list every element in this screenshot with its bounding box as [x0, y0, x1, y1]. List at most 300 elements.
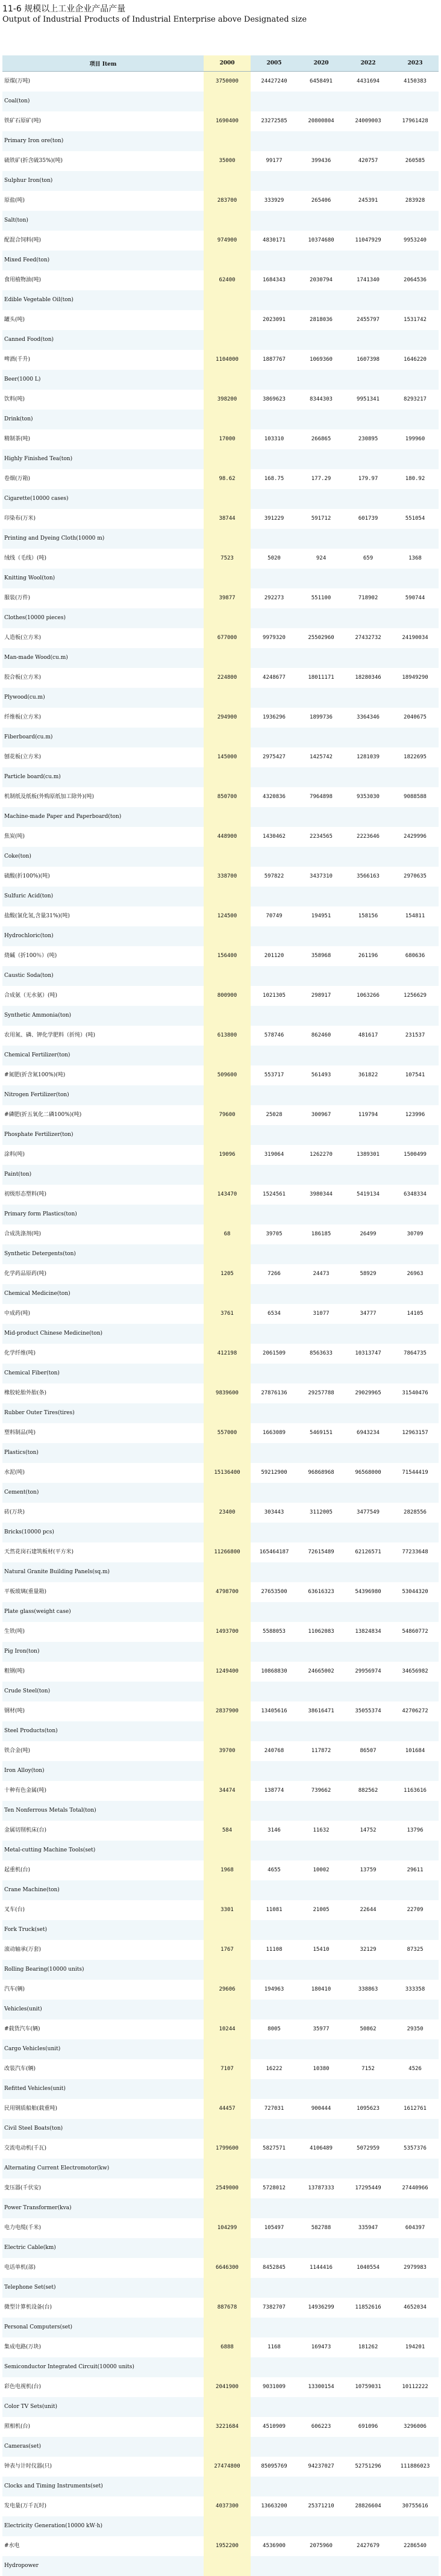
empty-cell: [204, 449, 251, 469]
item-name-en: Particle board(cu.m): [4, 773, 61, 780]
table-row-en: [2, 290, 439, 310]
cell-value: 10313747: [355, 1350, 381, 1356]
empty-cell: [392, 2159, 439, 2178]
cell-value: 1021305: [263, 992, 286, 999]
cell-value: 294900: [204, 708, 251, 728]
item-name-cn: 塑料制品(吨): [4, 1429, 36, 1436]
empty-cell: [251, 1602, 298, 1622]
cell-value: 900444: [311, 2105, 331, 2112]
item-name-cn: 合成氨（无水氨）(吨): [4, 992, 58, 999]
empty-cell: [392, 2278, 439, 2298]
empty-cell: [251, 966, 298, 986]
table-row: [2, 1781, 439, 1801]
cell-value: 283928: [405, 197, 425, 204]
item-name-cn: 金属切削机床(台): [4, 1827, 47, 1833]
cell-value: 21005: [313, 1906, 330, 1913]
cell-value: 117872: [311, 1747, 331, 1754]
cell-value: 1063266: [357, 992, 380, 999]
empty-cell: [251, 1801, 298, 1821]
empty-cell: [345, 1761, 392, 1781]
empty-cell: [298, 926, 345, 946]
empty-cell: [251, 489, 298, 509]
cell-value: 58929: [360, 1270, 377, 1277]
item-name-cn: 粗钢(吨): [4, 1668, 25, 1674]
empty-cell: [345, 131, 392, 151]
cell-value: 34777: [360, 1310, 377, 1317]
table-row-en: [2, 1880, 439, 1900]
table-row-en: [2, 2397, 439, 2417]
empty-cell: [251, 1642, 298, 1662]
cell-value: 62126571: [355, 1548, 381, 1555]
item-name-en: Knitting Wool(ton): [4, 575, 55, 581]
cell-value: 2040675: [404, 714, 427, 720]
empty-cell: [392, 1841, 439, 1860]
cell-value: 35977: [313, 2026, 330, 2032]
item-name-cn: 服装(万件): [4, 594, 31, 601]
item-name-cn: 卷烟(万箱): [4, 475, 31, 482]
empty-cell: [298, 1721, 345, 1741]
empty-cell: [392, 449, 439, 469]
cell-value: 15136400: [204, 1463, 251, 1483]
empty-cell: [204, 251, 251, 270]
cell-value: 391229: [264, 515, 284, 522]
empty-cell: [392, 1284, 439, 1304]
empty-cell: [392, 1205, 439, 1224]
empty-cell: [204, 529, 251, 549]
empty-cell: [345, 489, 392, 509]
cell-value: 1741340: [357, 276, 380, 283]
table-row-en: [2, 2556, 439, 2576]
empty-cell: [204, 2079, 251, 2099]
empty-cell: [204, 2119, 251, 2139]
table-row: [2, 1145, 439, 1165]
item-name-cn: 硫酸(折100%)(吨): [4, 873, 50, 879]
table-row: [2, 1582, 439, 1602]
table-row: [2, 1622, 439, 1642]
empty-cell: [345, 887, 392, 906]
table-row-en: [2, 2278, 439, 2298]
empty-cell: [392, 2556, 439, 2576]
empty-cell: [204, 966, 251, 986]
cell-value: 261196: [358, 952, 378, 959]
empty-cell: [345, 1523, 392, 1542]
item-name-en: Crude Steel(ton): [4, 1688, 51, 1694]
item-name-cn: 民用钢质船舶(载重吨): [4, 2105, 58, 2112]
item-name-cn: 原煤(万吨): [4, 78, 31, 84]
cell-value: 2837900: [204, 1701, 251, 1721]
table-row: [2, 1821, 439, 1841]
item-name-en: Alternating Current Electromotor(kw): [4, 2165, 110, 2171]
cell-value: 87325: [407, 1946, 424, 1953]
empty-cell: [392, 1364, 439, 1383]
empty-cell: [251, 2159, 298, 2178]
cell-value: 27474800: [204, 2457, 251, 2477]
empty-cell: [298, 1006, 345, 1026]
item-name-cn: 平板玻璃(重量箱): [4, 1588, 47, 1595]
table-row-en: [2, 211, 439, 231]
cell-value: 34656982: [402, 1668, 428, 1674]
empty-cell: [392, 569, 439, 588]
item-name-en: Refitted Vehicles(unit): [4, 2085, 66, 2092]
table-row-en: [2, 1165, 439, 1185]
cell-value: 2979983: [404, 2264, 427, 2271]
item-name-cn: 交流电动机(千瓦): [4, 2145, 47, 2151]
empty-cell: [204, 2318, 251, 2337]
cell-value: 590744: [405, 594, 425, 601]
cell-value: 1040554: [357, 2264, 380, 2271]
cell-value: 35055374: [355, 1707, 381, 1714]
empty-cell: [251, 887, 298, 906]
empty-cell: [204, 211, 251, 231]
cell-value: 18011171: [308, 674, 334, 681]
cell-value: 677000: [204, 628, 251, 648]
empty-cell: [251, 211, 298, 231]
table-row-en: [2, 688, 439, 708]
empty-cell: [204, 2516, 251, 2536]
cell-value: 194963: [264, 1986, 284, 1992]
cell-value: 606223: [311, 2423, 331, 2430]
table-row-en: [2, 1403, 439, 1423]
table-row-en: [2, 648, 439, 668]
empty-cell: [204, 1841, 251, 1860]
table-row: [2, 2258, 439, 2278]
cell-value: 1249400: [204, 1662, 251, 1682]
cell-value: 5728012: [263, 2185, 286, 2191]
item-name-cn: 盐酸(氯化氢,含量31%)(吨): [4, 912, 70, 919]
empty-cell: [298, 2159, 345, 2178]
cell-value: 659: [363, 555, 374, 561]
cell-value: 7964898: [310, 793, 333, 800]
cell-value: 180410: [311, 1986, 331, 1992]
cell-value: 338863: [358, 1986, 378, 1992]
cell-value: 94237027: [308, 2463, 334, 2469]
empty-cell: [345, 1284, 392, 1304]
cell-value: 4106489: [310, 2145, 333, 2151]
cell-value: 101684: [405, 1747, 425, 1754]
empty-cell: [298, 2357, 345, 2377]
cell-value: 3301: [204, 1900, 251, 1920]
cell-value: 718902: [358, 594, 378, 601]
item-name-en: Fork Truck(set): [4, 1926, 47, 1933]
empty-cell: [204, 2000, 251, 2019]
empty-cell: [251, 251, 298, 270]
cell-value: 6943234: [357, 1429, 380, 1436]
cell-value: 32129: [360, 1946, 377, 1953]
cell-value: 7107: [204, 2059, 251, 2079]
item-name-cn: 罐头(吨): [4, 316, 25, 323]
item-name-cn: 焦炭(吨): [4, 833, 25, 840]
empty-cell: [298, 290, 345, 310]
empty-cell: [345, 1046, 392, 1065]
cell-value: 2549000: [204, 2178, 251, 2198]
table-row: [2, 1463, 439, 1483]
item-name-en: Chemical Fertilizer(ton): [4, 1052, 70, 1058]
item-name-cn: 起重机(台): [4, 1867, 31, 1873]
item-name-en: Fiberboard(cu.m): [4, 734, 53, 740]
cell-value: 42706272: [402, 1707, 428, 1714]
empty-cell: [251, 1403, 298, 1423]
item-name-cn: 集成电路(万块): [4, 2344, 42, 2350]
item-name-cn: #磷肥(折五氧化二磷100%)(吨): [4, 1111, 82, 1118]
cell-value: 6348334: [404, 1191, 427, 1197]
empty-cell: [251, 1244, 298, 1264]
empty-cell: [204, 1205, 251, 1224]
item-name-cn: 砖(万块): [4, 1509, 25, 1515]
cell-value: 3296006: [404, 2423, 427, 2430]
cell-value: 24009003: [355, 117, 381, 124]
table-row: [2, 1185, 439, 1205]
empty-cell: [298, 2039, 345, 2059]
empty-cell: [345, 92, 392, 111]
table-row: [2, 1264, 439, 1284]
cell-value: 5469151: [310, 1429, 333, 1436]
cell-value: 3221684: [204, 2417, 251, 2437]
cell-value: 13300154: [308, 2383, 334, 2390]
empty-cell: [345, 290, 392, 310]
item-name-cn: #氮肥(折含氮100%)(吨): [4, 1071, 66, 1078]
cell-value: 201120: [264, 952, 284, 959]
item-name-en: Phosphate Fertilizer(ton): [4, 1131, 74, 1138]
empty-cell: [392, 2039, 439, 2059]
cell-value: 31540476: [402, 1389, 428, 1396]
cell-value: 1767: [204, 1940, 251, 1960]
table-row-en: [2, 1801, 439, 1821]
cell-value: 25028: [266, 1111, 283, 1118]
cell-value: 79600: [204, 1105, 251, 1125]
table-row-en: [2, 449, 439, 469]
empty-cell: [298, 92, 345, 111]
table-row: [2, 390, 439, 410]
empty-cell: [392, 529, 439, 549]
empty-cell: [345, 608, 392, 628]
cell-value: 2970635: [404, 873, 427, 879]
cell-value: 3869623: [263, 396, 286, 402]
cell-value: 231537: [405, 1032, 425, 1038]
cell-value: 5588053: [263, 1628, 286, 1635]
item-name-cn: 初级形态塑料(吨): [4, 1191, 47, 1197]
cell-value: [204, 310, 251, 330]
empty-cell: [251, 171, 298, 191]
empty-cell: [345, 330, 392, 350]
empty-cell: [298, 2477, 345, 2496]
cell-value: 4798700: [204, 1582, 251, 1602]
table-row-en: [2, 171, 439, 191]
empty-cell: [204, 688, 251, 708]
table-row: [2, 1065, 439, 1085]
cell-value: 597822: [264, 873, 284, 879]
empty-cell: [345, 1682, 392, 1701]
empty-cell: [345, 1880, 392, 1900]
table-row: [2, 1860, 439, 1880]
table-row-en: [2, 2039, 439, 2059]
empty-cell: [392, 489, 439, 509]
cell-value: 39705: [266, 1230, 283, 1237]
cell-value: 1663089: [263, 1429, 286, 1436]
cell-value: 181262: [358, 2344, 378, 2350]
table-row: [2, 310, 439, 330]
empty-cell: [298, 449, 345, 469]
cell-value: 11108: [266, 1946, 283, 1953]
cell-value: 4037300: [204, 2496, 251, 2516]
empty-cell: [392, 847, 439, 867]
cell-value: 10868830: [261, 1668, 287, 1674]
empty-cell: [392, 2198, 439, 2218]
empty-cell: [392, 1165, 439, 1185]
cell-value: 1069360: [310, 356, 333, 363]
empty-cell: [392, 807, 439, 827]
empty-cell: [345, 2238, 392, 2258]
item-name-en: Sulphur Iron(ton): [4, 177, 53, 184]
table-row-en: [2, 1642, 439, 1662]
empty-cell: [392, 2119, 439, 2139]
cell-value: 13787333: [308, 2185, 334, 2191]
cell-value: 8563633: [310, 1350, 333, 1356]
table-row: [2, 469, 439, 489]
item-name-en: Cameras(set): [4, 2443, 41, 2450]
table-row: [2, 946, 439, 966]
empty-cell: [298, 1125, 345, 1145]
cell-value: 578746: [264, 1032, 284, 1038]
table-row-en: [2, 926, 439, 946]
empty-cell: [204, 1443, 251, 1463]
empty-cell: [345, 2318, 392, 2337]
cell-value: 24665002: [308, 1668, 334, 1674]
item-name-cn: 铁矿石原矿(吨): [4, 117, 42, 124]
table-row-en: [2, 529, 439, 549]
empty-cell: [392, 171, 439, 191]
cell-value: 882562: [358, 1787, 378, 1794]
empty-cell: [298, 1682, 345, 1701]
cell-value: 4248677: [263, 674, 286, 681]
table-row: [2, 429, 439, 449]
table-row: [2, 72, 439, 92]
cell-value: 2828556: [404, 1509, 427, 1515]
cell-value: 105497: [264, 2224, 284, 2231]
empty-cell: [345, 648, 392, 668]
item-name-en: Pig Iron(ton): [4, 1648, 40, 1654]
empty-cell: [204, 2278, 251, 2298]
empty-cell: [204, 2437, 251, 2457]
empty-cell: [345, 1602, 392, 1622]
cell-value: 17961428: [402, 117, 428, 124]
cell-value: 974900: [204, 231, 251, 251]
cell-value: 13663200: [261, 2503, 287, 2509]
cell-value: 1500499: [404, 1151, 427, 1158]
empty-cell: [298, 1364, 345, 1383]
empty-cell: [204, 1642, 251, 1662]
empty-cell: [251, 370, 298, 390]
item-name-en: Paint(ton): [4, 1171, 32, 1177]
item-name-en: Hydropower: [4, 2562, 39, 2569]
cell-value: 96868968: [308, 1469, 334, 1476]
empty-cell: [298, 569, 345, 588]
empty-cell: [392, 131, 439, 151]
empty-cell: [204, 1960, 251, 1980]
item-name-en: Highly Finished Tea(ton): [4, 455, 73, 462]
empty-cell: [251, 2000, 298, 2019]
item-name-en: Telephone Set(set): [4, 2284, 56, 2291]
cell-value: 1104000: [204, 350, 251, 370]
item-name-en: Sulfuric Acid(ton): [4, 893, 54, 899]
empty-cell: [392, 2357, 439, 2377]
item-name-en: Primary Iron ore(ton): [4, 137, 64, 144]
item-name-cn: 胶合板(立方米): [4, 674, 42, 681]
cell-value: 4510909: [263, 2423, 286, 2430]
cell-value: 24190034: [402, 634, 428, 641]
cell-value: 1493700: [204, 1622, 251, 1642]
empty-cell: [298, 1284, 345, 1304]
table-row-en: [2, 2079, 439, 2099]
cell-value: 1144416: [310, 2264, 333, 2271]
empty-cell: [251, 290, 298, 310]
cell-value: 17295449: [355, 2185, 381, 2191]
cell-value: 509600: [204, 1065, 251, 1085]
table-row: [2, 708, 439, 728]
table-row-en: [2, 2198, 439, 2218]
cell-value: 2023091: [263, 316, 286, 323]
item-name-cn: 纤维板(立方米): [4, 714, 42, 720]
cell-value: 98.62: [204, 469, 251, 489]
empty-cell: [298, 1244, 345, 1264]
cell-value: 27432732: [355, 634, 381, 641]
cell-value: 158156: [358, 912, 378, 919]
item-name-en: Nitrogen Fertilizer(ton): [4, 1091, 69, 1098]
cell-value: 14105: [407, 1310, 424, 1317]
cell-value: 23272585: [261, 117, 287, 124]
empty-cell: [204, 290, 251, 310]
cell-value: 24473: [313, 1270, 330, 1277]
column-header-year: 2020: [298, 55, 345, 72]
cell-value: 9031009: [263, 2383, 286, 2390]
item-name-en: Ten Nonferrous Metals Total(ton): [4, 1807, 96, 1813]
page-title: 11-6 规模以上工业企业产品产量: [2, 4, 126, 14]
cell-value: 10374680: [308, 237, 334, 243]
cell-value: 1262270: [310, 1151, 333, 1158]
empty-cell: [345, 2556, 392, 2576]
table-row-en: [2, 330, 439, 350]
empty-cell: [392, 2000, 439, 2019]
empty-cell: [204, 370, 251, 390]
empty-cell: [298, 2397, 345, 2417]
empty-cell: [204, 1046, 251, 1065]
empty-cell: [392, 1125, 439, 1145]
cell-value: 29350: [407, 2026, 424, 2032]
empty-cell: [251, 1324, 298, 1344]
item-name-en: Caustic Soda(ton): [4, 972, 54, 979]
cell-value: 361822: [358, 1071, 378, 1078]
empty-cell: [392, 1721, 439, 1741]
empty-cell: [345, 410, 392, 429]
empty-cell: [345, 1324, 392, 1344]
item-name-cn: 合成洗涤剂(吨): [4, 1230, 42, 1237]
empty-cell: [392, 92, 439, 111]
empty-cell: [204, 1523, 251, 1542]
empty-cell: [392, 1960, 439, 1980]
item-name-cn: 化学纤维(吨): [4, 1350, 36, 1356]
empty-cell: [298, 1920, 345, 1940]
cell-value: 86507: [360, 1747, 377, 1754]
empty-cell: [298, 330, 345, 350]
empty-cell: [204, 2238, 251, 2258]
empty-cell: [204, 2397, 251, 2417]
empty-cell: [345, 529, 392, 549]
empty-cell: [251, 1364, 298, 1383]
cell-value: 25371210: [308, 2503, 334, 2509]
empty-cell: [345, 449, 392, 469]
empty-cell: [345, 1165, 392, 1185]
empty-cell: [392, 1761, 439, 1781]
item-name-cn: 汽车(辆): [4, 1986, 25, 1992]
